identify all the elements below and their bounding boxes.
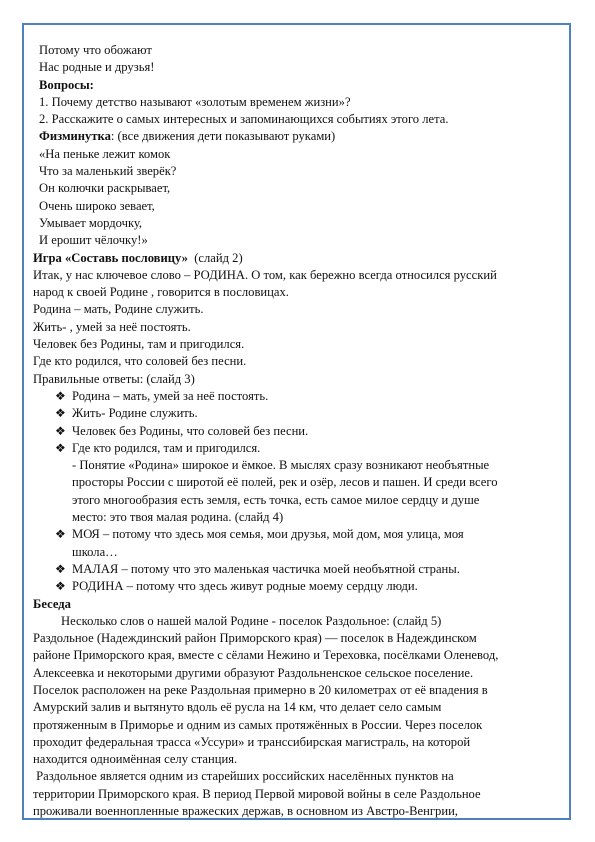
bullet-icon: ❖ bbox=[55, 579, 66, 594]
beseda-line: районе Приморского края, вместе с сёлами Нежино и Тереховка, посёлками Оленевод, bbox=[33, 648, 499, 663]
concept-line: этого многообразия есть земля, есть точка, есть самое милое сердцу и душе bbox=[72, 492, 480, 507]
malaya-text: МАЛАЯ – потому что это маленькая частичка моей необъятной страны. bbox=[72, 561, 460, 576]
answers-heading: Правильные ответы: (слайд 3) bbox=[33, 371, 195, 386]
poem-line: Нас родные и друзья! bbox=[39, 60, 155, 75]
concept-line: место: это твоя малая родина. (слайд 4) bbox=[72, 510, 284, 525]
beseda-line: территории Приморского края. В период Первой мировой войны в селе Раздольное bbox=[33, 786, 481, 801]
concept-line: - Понятие «Родина» широкое и ёмкое. В мыслях сразу возникают необъятные bbox=[72, 458, 490, 473]
moya-continuation: школа… bbox=[72, 544, 118, 559]
answer-item bbox=[33, 405, 563, 422]
questions-heading: Вопросы: bbox=[39, 77, 94, 92]
intro-line: Итак, у нас ключевое слово – РОДИНА. О том, как бережно всегда относился русский bbox=[33, 267, 497, 282]
answer-item bbox=[33, 423, 563, 440]
game-slide: (слайд 2) bbox=[187, 250, 243, 265]
rodina-item bbox=[33, 578, 563, 595]
answer-item bbox=[33, 388, 563, 405]
fizminutka-line bbox=[33, 128, 563, 145]
bullet-icon: ❖ bbox=[55, 388, 66, 403]
question-item: 2. Расскажите о самых интересных и запоминающихся событиях этого лета. bbox=[39, 112, 449, 127]
proverb-item: Родина – мать, Родине служить. bbox=[33, 302, 204, 317]
fizminutka-poem-line: Что за маленький зверёк? bbox=[39, 164, 177, 179]
fizminutka-poem-line: Очень широко зевает, bbox=[39, 198, 155, 213]
fizminutka-poem-line: «На пеньке лежит комок bbox=[39, 146, 171, 161]
beseda-line: Амурский залив и вытянуто вдоль её русла на 14 км, что делает село самым bbox=[33, 700, 442, 715]
beseda-line: протяженным в Приморье и одним из самых протяжённых в России. Через поселок bbox=[33, 717, 483, 732]
fizminutka-text: : (все движения дети показывают руками) bbox=[110, 129, 336, 144]
game-heading: Игра «Составь пословицу» bbox=[33, 250, 188, 265]
document-body bbox=[33, 42, 563, 820]
rodina-text: РОДИНА – потому что здесь живут родные моему сердцу люди. bbox=[72, 579, 418, 594]
concept-line: просторы России с широтой её полей, рек и озёр, лесов и пашен. И среди всего bbox=[72, 475, 498, 490]
bullet-icon: ❖ bbox=[55, 527, 66, 542]
question-item: 1. Почему детство называют «золотым временем жизни»? bbox=[39, 94, 351, 109]
fizminutka-poem-line: Он колючки раскрывает, bbox=[39, 181, 171, 196]
bullet-icon: ❖ bbox=[55, 440, 66, 455]
beseda-line: Алексеевка и некоторыми другими образуют Раздольненское сельское поселение. bbox=[33, 665, 474, 680]
answer-text: Человек без Родины, что соловей без песни. bbox=[72, 423, 309, 438]
proverb-item: Жить- , умей за неё постоять. bbox=[33, 319, 191, 334]
beseda-line: Раздольное (Надеждинский район Приморского края) — поселок в Надеждинском bbox=[33, 631, 477, 646]
bullet-icon: ❖ bbox=[55, 406, 66, 421]
bullet-icon: ❖ bbox=[55, 561, 66, 576]
answer-text: Где кто родился, там и пригодился. bbox=[72, 440, 261, 455]
proverb-item: Где кто родился, что соловей без песни. bbox=[33, 354, 247, 369]
proverb-item: Человек без Родины, там и пригодился. bbox=[33, 337, 245, 352]
moya-text: МОЯ – потому что здесь моя семья, мои друзья, мой дом, моя улица, моя bbox=[72, 527, 464, 542]
answer-item bbox=[33, 440, 563, 457]
beseda-line: проходит федеральная трасса «Уссури» и транссибирская магистраль, на которой bbox=[33, 734, 471, 749]
beseda-line: Несколько слов о нашей малой Родине - поселок Раздольное: (слайд 5) bbox=[61, 613, 442, 628]
fizminutka-poem-line: И ерошит чёлочку!» bbox=[39, 233, 148, 248]
beseda-heading: Беседа bbox=[33, 596, 71, 611]
bullet-icon: ❖ bbox=[55, 423, 66, 438]
beseda-line: проживали военнопленные вражеских держав, в основном из Австро-Венгрии, bbox=[33, 804, 458, 819]
beseda-line: находится одноимённая селу станция. bbox=[33, 752, 238, 767]
intro-line: народ к своей Родине , говорится в пословицах. bbox=[33, 285, 289, 300]
malaya-item bbox=[33, 561, 563, 578]
fizminutka-poem-line: Умывает мордочку, bbox=[39, 215, 143, 230]
beseda-line: Раздольное является одним из старейших российских населённых пунктов на bbox=[33, 769, 454, 784]
answer-text: Жить- Родине служить. bbox=[72, 406, 198, 421]
beseda-line: Поселок расположен на реке Раздольная примерно в 20 километрах от её впадения в bbox=[33, 682, 488, 697]
poem-line: Потому что обожают bbox=[39, 43, 152, 57]
answer-text: Родина – мать, умей за неё постоять. bbox=[72, 388, 269, 403]
moya-item bbox=[33, 526, 563, 543]
fizminutka-label: Физминутка bbox=[39, 129, 111, 144]
game-heading-line bbox=[33, 250, 563, 267]
